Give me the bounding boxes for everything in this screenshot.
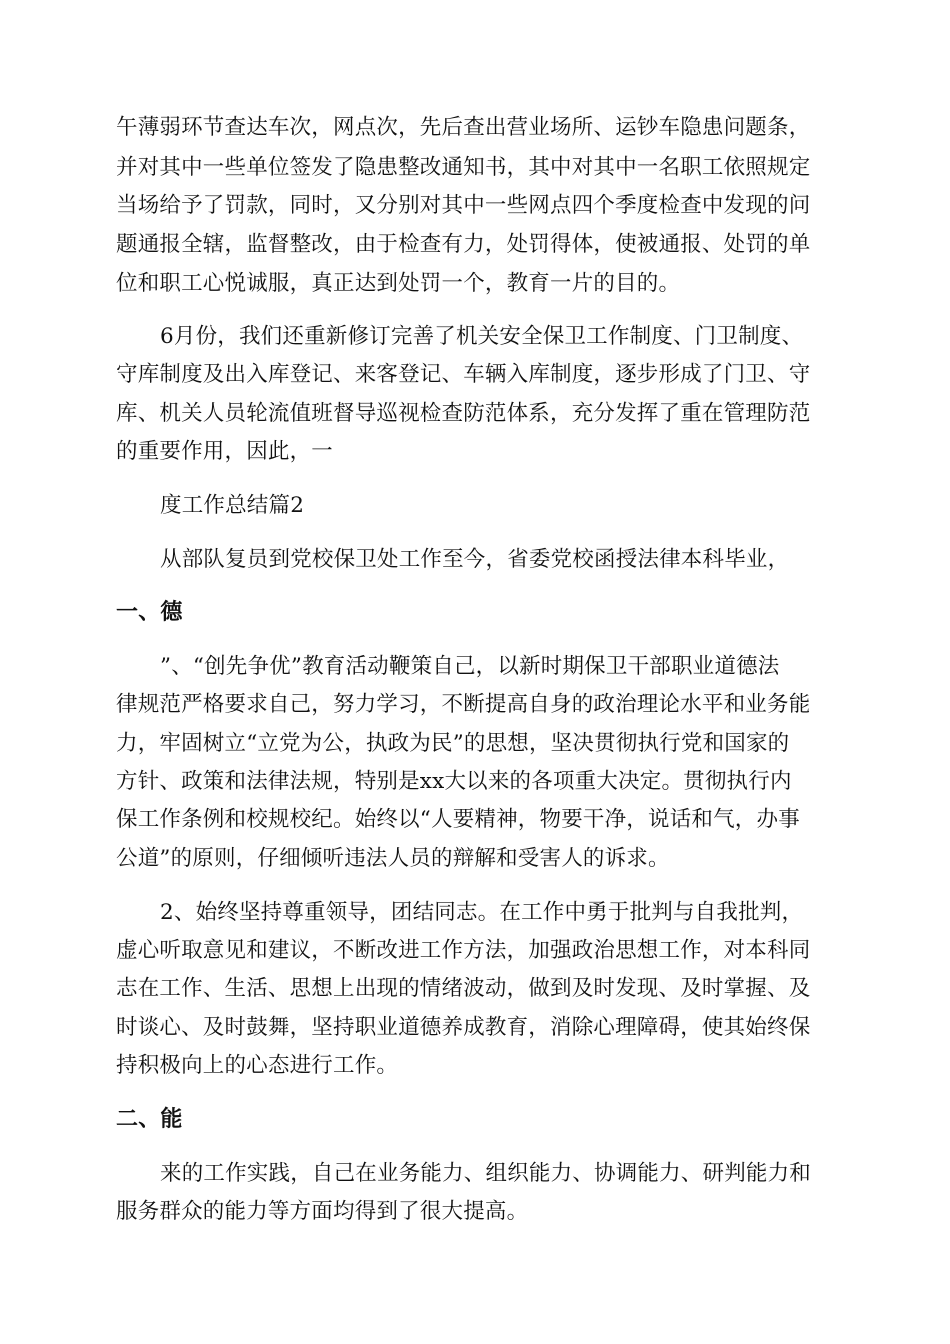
- paragraph-line: 力，牢固树立“立党为公，执政为民”的思想，坚决贯彻执行党和国家的: [116, 731, 790, 756]
- paragraph-line: 志在工作、生活、思想上出现的情绪波动，做到及时发现、及时掌握、及: [116, 976, 811, 1001]
- section-heading: 二、能: [116, 1107, 183, 1132]
- paragraph-line: 保工作条例和校规校纪。始终以“人要精神，物要干净，说话和气，办事: [116, 807, 800, 832]
- paragraph-line: 服务群众的能力等方面均得到了很大提高。: [116, 1199, 529, 1224]
- paragraph-line: 度工作总结篇2: [160, 493, 305, 518]
- paragraph-line: ”、“创先争优”教育活动鞭策自己，以新时期保卫干部职业道德法: [160, 654, 780, 679]
- paragraph-line: 时谈心、及时鼓舞，坚持职业道德养成教育，消除心理障碍，使其始终保: [116, 1015, 811, 1040]
- paragraph-line: 位和职工心悦诚服，真正达到处罚一个，教育一片的目的。: [116, 271, 681, 296]
- paragraph-line: 库、机关人员轮流值班督导巡视检查防范体系，充分发挥了重在管理防范: [116, 401, 811, 426]
- paragraph-line: 虚心听取意见和建议，不断改进工作方法，加强政治思想工作，对本科同: [116, 938, 811, 963]
- paragraph-line: 公道”的原则，仔细倾听违法人员的辩解和受害人的诉求。: [116, 846, 670, 871]
- paragraph-line: 6月份，我们还重新修订完善了机关安全保卫工作制度、门卫制度、: [160, 324, 804, 349]
- paragraph-line: 当场给予了罚款，同时，又分别对其中一些网点四个季度检查中发现的问: [116, 193, 811, 218]
- paragraph-line: 方针、政策和法律法规，特别是xx大以来的各项重大决定。贯彻执行内: [116, 769, 792, 794]
- paragraph-line: 并对其中一些单位签发了隐患整改通知书，其中对其中一名职工依照规定: [116, 155, 811, 180]
- paragraph-line: 的重要作用，因此，一: [116, 439, 334, 464]
- paragraph-line: 从部队复员到党校保卫处工作至今，省委党校函授法律本科毕业，: [160, 547, 790, 572]
- paragraph-line: 题通报全辖，监督整改，由于检查有力，处罚得体，使被通报、处罚的单: [116, 232, 811, 257]
- paragraph-line: 持积极向上的心态进行工作。: [116, 1053, 399, 1078]
- section-heading: 一、德: [116, 600, 183, 625]
- paragraph-line: 律规范严格要求自己，努力学习，不断提高自身的政治理论水平和业务能: [116, 692, 811, 717]
- paragraph-line: 午薄弱环节查达车次，网点次，先后查出营业场所、运钞车隐患问题条，: [116, 115, 811, 140]
- paragraph-line: 2、始终坚持尊重领导，团结同志。在工作中勇于批判与自我批判，: [160, 900, 804, 925]
- paragraph-line: 守库制度及出入库登记、来客登记、车辆入库制度，逐步形成了门卫、守: [116, 362, 811, 387]
- paragraph-line: 来的工作实践，自己在业务能力、组织能力、协调能力、研判能力和: [160, 1161, 812, 1186]
